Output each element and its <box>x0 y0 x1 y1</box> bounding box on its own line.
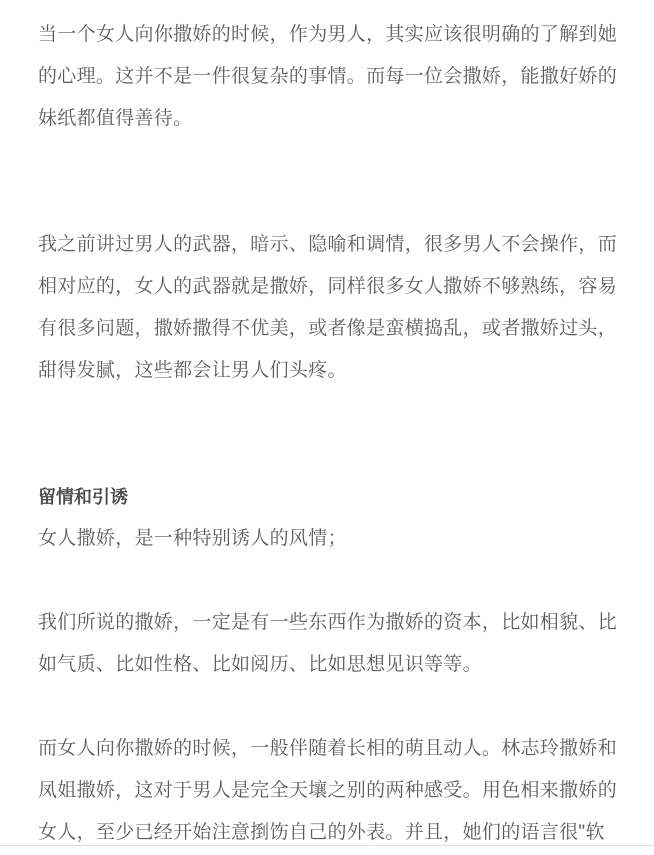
article-paragraph: 女人撒娇，是一种特别诱人的风情； <box>38 528 347 549</box>
article-paragraph: 我之前讲过男人的武器，暗示、隐喻和调情，很多男人不会操作，而相对应的，女人的武器就是撒娇，同样很多女人撒娇不够熟练，容易有很多问题，撒娇撒得不优美，或者像是蛮横捣乱，或者撒娇过头，甜得发腻，这些都会让男人们头疼。 <box>38 234 618 381</box>
section-heading: 留情和引诱 <box>38 487 128 507</box>
section-divider <box>0 845 654 846</box>
article-paragraph: 而女人向你撒娇的时候，一般伴随着长相的萌且动人。林志玲撒娇和凤姐撒娇，这对于男人是完全天壤之别的两种感受。用色相来撒娇的女人，至少已经开始注意捯饬自己的外表。并且，她们的语言很"软 <box>38 738 618 843</box>
article-paragraph: 当一个女人向你撒娇的时候，作为男人，其实应该很明确的了解到她的心理。这并不是一件很复杂的事情。而每一位会撒娇，能撒好娇的妹纸都值得善待。 <box>38 24 618 129</box>
article-paragraph: 我们所说的撒娇，一定是有一些东西作为撒娇的资本，比如相貌、比如气质、比如性格、比如阅历、比如思想见识等等。 <box>38 612 618 675</box>
